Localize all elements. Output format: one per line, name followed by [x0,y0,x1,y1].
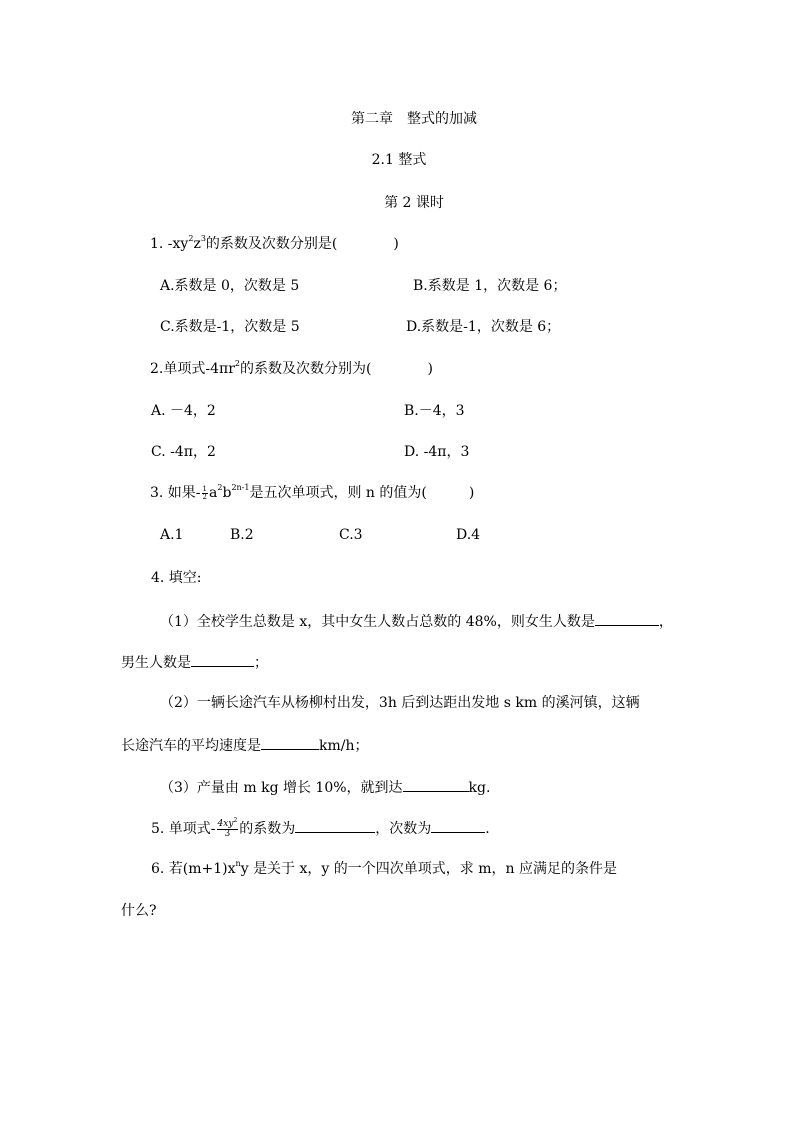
q3-frac-den: 2 [202,492,208,501]
q2-text: 2.单项式-4πr [150,361,235,377]
q3-option-d[interactable]: D.4 [456,527,481,543]
q2-option-b[interactable]: B.－4，3 [404,403,465,419]
q1-text-mid: z [193,236,201,252]
q2-option-c[interactable]: C. -4π，2 [151,444,216,460]
q1-text-suffix: 的系数及次数分别是( ) [205,236,399,252]
q4-p1-comma: ， [658,614,673,630]
question-2 [150,360,433,378]
q5-frac-num-text: 4xy [217,818,234,829]
q4-part-2 [160,694,640,712]
q3-fraction [202,486,208,501]
q4-p1-line2-text: 男生人数是 [121,655,191,671]
q3-option-c[interactable]: C.3 [339,527,363,543]
section-title: 2.1 整式 [371,152,427,168]
q4-p2-blank[interactable] [261,735,319,750]
q6-text-suffix: y 是关于 x，y 的一个四次单项式，求 m，n 应满足的条件是 [240,861,617,877]
q4-part-3 [160,777,490,797]
q2-exp: 2 [234,359,240,368]
q5-text: 5. 单项式- [151,821,216,837]
q1-option-d[interactable]: D.系数是-1，次数是 6； [406,319,561,335]
q2-option-a[interactable]: A. －4，2 [151,403,216,419]
q1-option-b[interactable]: B.系数是 1，次数是 6； [413,278,567,294]
chapter-title: 第二章 整式的加减 [351,111,477,127]
question-4-title: 4. 填空: [151,570,202,586]
q4-p3-text: （3）产量由 m kg 增长 10%，就到达 [160,780,403,796]
question-1 [150,235,399,253]
q1-option-a[interactable]: A.系数是 0，次数是 5 [160,278,300,294]
q5-blank-1[interactable] [295,818,375,833]
q3-text-suffix: 是五次单项式，则 n 的值为( ) [249,485,475,501]
q4-p1-blank-1[interactable] [595,611,659,626]
q5-period: . [485,821,490,837]
q3-frac-num: 1 [202,484,208,493]
q5-fraction [217,816,239,839]
q5-frac-num-exp: 2 [233,816,238,824]
q4-p1-blank-2[interactable] [191,652,254,667]
q3-var-b: b [222,485,232,501]
q5-frac-num [217,816,239,830]
q4-p1-text: （1）全校学生总数是 x，其中女生人数占总数的 48%，则女生人数是 [160,614,595,630]
q4-p3-unit: kg. [468,780,491,796]
q6-exp: n [235,859,241,868]
q3-exp-b: 2n-1 [231,483,250,492]
lesson-title: 第 2 课时 [384,195,444,211]
q6-text: 6. 若(m+1)x [151,861,236,877]
q4-part-1 [160,611,673,631]
q1-option-c[interactable]: C.系数是-1，次数是 5 [160,319,300,335]
q4-p2-unit: km/h； [319,738,369,754]
q4-part-1-line2 [121,652,268,672]
q5-text-mid: 的系数为 [239,821,296,837]
question-3 [150,484,474,502]
q4-p1-semicolon: ； [254,655,268,671]
q1-exp1: 2 [188,234,194,243]
q3-exp-a: 2 [217,483,223,492]
q3-text: 3. 如果- [150,485,201,501]
q3-var-a: a [209,485,218,501]
q5-frac-den: 3 [224,828,231,839]
q4-p2-line2-text: 长途汽车的平均速度是 [121,738,261,754]
q5-text-mid2: ，次数为 [375,821,432,837]
q3-option-b[interactable]: B.2 [230,527,254,543]
q1-exp2: 3 [200,234,206,243]
q3-option-a[interactable]: A.1 [160,527,184,543]
question-5 [151,818,490,839]
q4-p2-text: （2）一辆长途汽车从杨柳村出发，3h 后到达距出发地 s km 的溪河镇，这辆 [160,695,640,711]
q1-text: 1. -xy [150,236,189,252]
question-6 [151,860,617,878]
q2-option-d[interactable]: D. -4π，3 [404,444,470,460]
q2-text-suffix: 的系数及次数分别为( ) [239,361,433,377]
q4-part-2-line2 [121,735,369,755]
q4-p3-blank[interactable] [403,777,469,792]
question-6-line2: 什么? [121,903,157,919]
q5-blank-2[interactable] [431,818,485,833]
